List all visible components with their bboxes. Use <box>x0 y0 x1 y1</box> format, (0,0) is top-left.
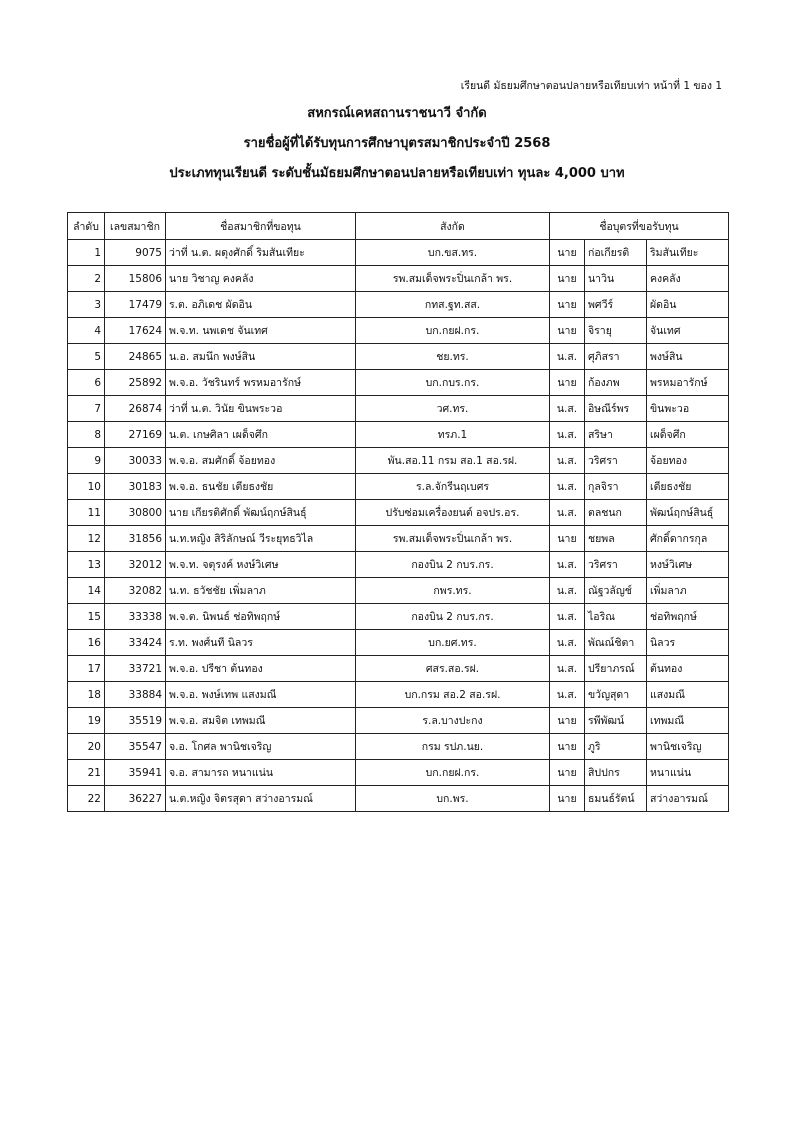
row-no: 13 <box>68 552 105 578</box>
member-name: น.ท.หญิง สิริลักษณ์ วีระยุทธวิไล <box>166 526 356 552</box>
member-number: 26874 <box>105 396 166 422</box>
child-first-name: จิรายุ <box>585 318 647 344</box>
table-row <box>68 708 729 734</box>
table-row <box>68 422 729 448</box>
member-unit: บก.พร. <box>356 786 550 812</box>
child-first-name: อิษณีร์พร <box>585 396 647 422</box>
child-last-name: แสงมณี <box>647 682 729 708</box>
member-name: น.ท. ธวัชชัย เพิ่มลาภ <box>166 578 356 604</box>
table-row <box>68 500 729 526</box>
child-prefix: น.ส. <box>550 344 585 370</box>
member-unit: บก.กบร.กร. <box>356 370 550 396</box>
child-first-name: สิปปกร <box>585 760 647 786</box>
child-first-name: พศวีร์ <box>585 292 647 318</box>
member-unit: ร.ล.จักรีนฤเบศร <box>356 474 550 500</box>
table-row <box>68 656 729 682</box>
member-number: 33884 <box>105 682 166 708</box>
child-prefix: น.ส. <box>550 500 585 526</box>
table-row <box>68 396 729 422</box>
row-no: 15 <box>68 604 105 630</box>
header-no: ลำดับ <box>68 213 105 240</box>
child-prefix: นาย <box>550 786 585 812</box>
table-row <box>68 734 729 760</box>
child-last-name: พรหมอารักษ์ <box>647 370 729 396</box>
child-prefix: น.ส. <box>550 422 585 448</box>
child-last-name: จันเทศ <box>647 318 729 344</box>
member-unit: ร.ล.บางปะกง <box>356 708 550 734</box>
header-member-name: ชื่อสมาชิกที่ขอทุน <box>166 213 356 240</box>
child-first-name: ปรียาภรณ์ <box>585 656 647 682</box>
child-first-name: ไอริณ <box>585 604 647 630</box>
row-no: 1 <box>68 240 105 266</box>
child-first-name: ชยพล <box>585 526 647 552</box>
table-row <box>68 760 729 786</box>
member-unit: บก.กยฝ.กร. <box>356 318 550 344</box>
child-last-name: คงคลัง <box>647 266 729 292</box>
member-number: 15806 <box>105 266 166 292</box>
child-prefix: น.ส. <box>550 474 585 500</box>
row-no: 3 <box>68 292 105 318</box>
row-no: 21 <box>68 760 105 786</box>
child-prefix: นาย <box>550 708 585 734</box>
row-no: 4 <box>68 318 105 344</box>
child-first-name: รพีพัฒน์ <box>585 708 647 734</box>
child-last-name: หงษ์วิเศษ <box>647 552 729 578</box>
member-unit: บก.กรม สอ.2 สอ.รฝ. <box>356 682 550 708</box>
child-prefix: น.ส. <box>550 656 585 682</box>
child-last-name: พงษ์สิน <box>647 344 729 370</box>
row-no: 10 <box>68 474 105 500</box>
page-header: เรียนดี มัธยมศึกษาตอนปลายหรือเทียบเท่า หน้าที่ 1 ของ 1 <box>460 80 722 92</box>
member-number: 27169 <box>105 422 166 448</box>
list-title: รายชื่อผู้ที่ได้รับทุนการศึกษาบุตรสมาชิกประจำปี 2568 <box>243 136 551 151</box>
member-unit: บก.ขส.ทร. <box>356 240 550 266</box>
table-row <box>68 786 729 812</box>
member-name: พ.จ.อ. ธนชัย เตียธงชัย <box>166 474 356 500</box>
child-last-name: นิลวร <box>647 630 729 656</box>
member-unit: บก.กยฝ.กร. <box>356 760 550 786</box>
member-number: 17624 <box>105 318 166 344</box>
member-unit: วศ.ทร. <box>356 396 550 422</box>
member-name: น.ต. เกษศิลา เผด็จศึก <box>166 422 356 448</box>
row-no: 17 <box>68 656 105 682</box>
member-number: 30033 <box>105 448 166 474</box>
table-row <box>68 292 729 318</box>
member-number: 32082 <box>105 578 166 604</box>
member-name: นาย วิชาญ คงคลัง <box>166 266 356 292</box>
member-number: 32012 <box>105 552 166 578</box>
child-first-name: ภูริ <box>585 734 647 760</box>
child-prefix: น.ส. <box>550 682 585 708</box>
table-row <box>68 578 729 604</box>
child-first-name: ตลชนก <box>585 500 647 526</box>
child-last-name: จ้อยทอง <box>647 448 729 474</box>
header-member-no: เลขสมาชิก <box>105 213 166 240</box>
table-row <box>68 344 729 370</box>
member-unit: รพ.สมเด็จพระปิ่นเกล้า พร. <box>356 266 550 292</box>
child-prefix: นาย <box>550 292 585 318</box>
member-name: จ.อ. สามารถ หนาแน่น <box>166 760 356 786</box>
child-first-name: ก่อเกียรติ <box>585 240 647 266</box>
child-prefix: น.ส. <box>550 448 585 474</box>
row-no: 16 <box>68 630 105 656</box>
scholarship-table <box>67 212 729 812</box>
child-last-name: พานิชเจริญ <box>647 734 729 760</box>
member-name: พ.จ.อ. สมศักดิ์ จ้อยทอง <box>166 448 356 474</box>
table-row <box>68 240 729 266</box>
table-row <box>68 526 729 552</box>
child-prefix: นาย <box>550 240 585 266</box>
member-unit: กองบิน 2 กบร.กร. <box>356 552 550 578</box>
member-number: 35941 <box>105 760 166 786</box>
table-row <box>68 474 729 500</box>
member-number: 33424 <box>105 630 166 656</box>
member-name: น.อ. สมนึก พงษ์สิน <box>166 344 356 370</box>
row-no: 19 <box>68 708 105 734</box>
member-number: 31856 <box>105 526 166 552</box>
child-prefix: นาย <box>550 370 585 396</box>
child-last-name: เพิ่มลาภ <box>647 578 729 604</box>
member-unit: กองบิน 2 กบร.กร. <box>356 604 550 630</box>
member-name: พ.จ.ท. นพเดช จันเทศ <box>166 318 356 344</box>
member-unit: กรม รปภ.นย. <box>356 734 550 760</box>
child-last-name: สว่างอารมณ์ <box>647 786 729 812</box>
child-last-name: ริมสันเทียะ <box>647 240 729 266</box>
child-prefix: น.ส. <box>550 630 585 656</box>
child-first-name: ศุภิสรา <box>585 344 647 370</box>
child-prefix: นาย <box>550 318 585 344</box>
child-first-name: วริศรา <box>585 552 647 578</box>
row-no: 7 <box>68 396 105 422</box>
table-row <box>68 630 729 656</box>
row-no: 9 <box>68 448 105 474</box>
child-prefix: นาย <box>550 526 585 552</box>
org-title: สหกรณ์เคหสถานราชนาวี จำกัด <box>307 106 487 121</box>
row-no: 14 <box>68 578 105 604</box>
row-no: 18 <box>68 682 105 708</box>
member-name: พ.จ.อ. สมจิต เทพมณี <box>166 708 356 734</box>
member-name: ร.ต. อภิเดช ผัดอิน <box>166 292 356 318</box>
child-first-name: ก้องภพ <box>585 370 647 396</box>
member-unit: พัน.สอ.11 กรม สอ.1 สอ.รฝ. <box>356 448 550 474</box>
table-row <box>68 604 729 630</box>
child-last-name: ต้นทอง <box>647 656 729 682</box>
member-name: ร.ท. พงศ์นที นิลวร <box>166 630 356 656</box>
child-first-name: นาวิน <box>585 266 647 292</box>
member-unit: รพ.สมเด็จพระปิ่นเกล้า พร. <box>356 526 550 552</box>
member-name: ว่าที่ น.ต. ผดุงศักดิ์ ริมสันเทียะ <box>166 240 356 266</box>
member-name: พ.จ.ท. จตุรงค์ หงษ์วิเศษ <box>166 552 356 578</box>
scholarship-type-title: ประเภททุนเรียนดี ระดับชั้นมัธยมศึกษาตอนปลายหรือเทียบเท่า ทุนละ 4,000 บาท <box>169 166 625 181</box>
member-number: 30183 <box>105 474 166 500</box>
member-unit: ทรภ.1 <box>356 422 550 448</box>
member-name: นาย เกียรติศักดิ์ พัฒน์ฤกษ์สินธุ์ <box>166 500 356 526</box>
member-unit: ศสร.สอ.รฝ. <box>356 656 550 682</box>
row-no: 8 <box>68 422 105 448</box>
child-last-name: หนาแน่น <box>647 760 729 786</box>
child-prefix: น.ส. <box>550 552 585 578</box>
child-prefix: น.ส. <box>550 396 585 422</box>
table-row <box>68 370 729 396</box>
member-name: น.ต.หญิง จิตรสุดา สว่างอารมณ์ <box>166 786 356 812</box>
member-number: 24865 <box>105 344 166 370</box>
row-no: 11 <box>68 500 105 526</box>
table-row <box>68 448 729 474</box>
member-unit: ชย.ทร. <box>356 344 550 370</box>
row-no: 20 <box>68 734 105 760</box>
child-first-name: สริษา <box>585 422 647 448</box>
row-no: 6 <box>68 370 105 396</box>
member-name: ว่าที่ น.ต. วินัย ขินพระวอ <box>166 396 356 422</box>
member-number: 36227 <box>105 786 166 812</box>
child-last-name: เผด็จศึก <box>647 422 729 448</box>
member-name: พ.จ.ต. นิพนธ์ ช่อทิพฤกษ์ <box>166 604 356 630</box>
child-first-name: พัณณ์ชิตา <box>585 630 647 656</box>
table-row <box>68 318 729 344</box>
child-prefix: นาย <box>550 266 585 292</box>
child-first-name: กุลจิรา <box>585 474 647 500</box>
child-last-name: ขินพะวอ <box>647 396 729 422</box>
member-unit: กพร.ทร. <box>356 578 550 604</box>
child-first-name: ขวัญสุดา <box>585 682 647 708</box>
child-last-name: พัฒน์ฤกษ์สินธุ์ <box>647 500 729 526</box>
child-prefix: น.ส. <box>550 604 585 630</box>
member-number: 35519 <box>105 708 166 734</box>
header-unit: สังกัด <box>356 213 550 240</box>
member-unit: ปรับซ่อมเครื่องยนต์ อจปร.อร. <box>356 500 550 526</box>
member-name: จ.อ. โกศล พานิชเจริญ <box>166 734 356 760</box>
member-unit: กทส.ฐท.สส. <box>356 292 550 318</box>
member-number: 30800 <box>105 500 166 526</box>
member-name: พ.จ.อ. ปรีชา ต้นทอง <box>166 656 356 682</box>
row-no: 5 <box>68 344 105 370</box>
table-row <box>68 266 729 292</box>
member-name: พ.จ.อ. วัชรินทร์ พรหมอารักษ์ <box>166 370 356 396</box>
child-first-name: วริศรา <box>585 448 647 474</box>
child-last-name: เตียธงชัย <box>647 474 729 500</box>
child-first-name: ณัฐวลัญช์ <box>585 578 647 604</box>
table-header-row <box>68 213 729 240</box>
member-number: 33338 <box>105 604 166 630</box>
row-no: 2 <box>68 266 105 292</box>
member-number: 33721 <box>105 656 166 682</box>
child-last-name: ผัดอิน <box>647 292 729 318</box>
child-last-name: เทพมณี <box>647 708 729 734</box>
member-unit: บก.ยศ.ทร. <box>356 630 550 656</box>
child-first-name: ธมนธ์รัตน์ <box>585 786 647 812</box>
member-name: พ.จ.อ. พงษ์เทพ แสงมณี <box>166 682 356 708</box>
child-prefix: นาย <box>550 734 585 760</box>
child-prefix: น.ส. <box>550 578 585 604</box>
row-no: 22 <box>68 786 105 812</box>
header-child-name: ชื่อบุตรที่ขอรับทุน <box>550 213 729 240</box>
member-number: 17479 <box>105 292 166 318</box>
member-number: 9075 <box>105 240 166 266</box>
row-no: 12 <box>68 526 105 552</box>
child-last-name: ช่อทิพฤกษ์ <box>647 604 729 630</box>
member-number: 25892 <box>105 370 166 396</box>
table-row <box>68 682 729 708</box>
child-last-name: ศักดิ์ดากรกุล <box>647 526 729 552</box>
member-number: 35547 <box>105 734 166 760</box>
child-prefix: นาย <box>550 760 585 786</box>
table-row <box>68 552 729 578</box>
